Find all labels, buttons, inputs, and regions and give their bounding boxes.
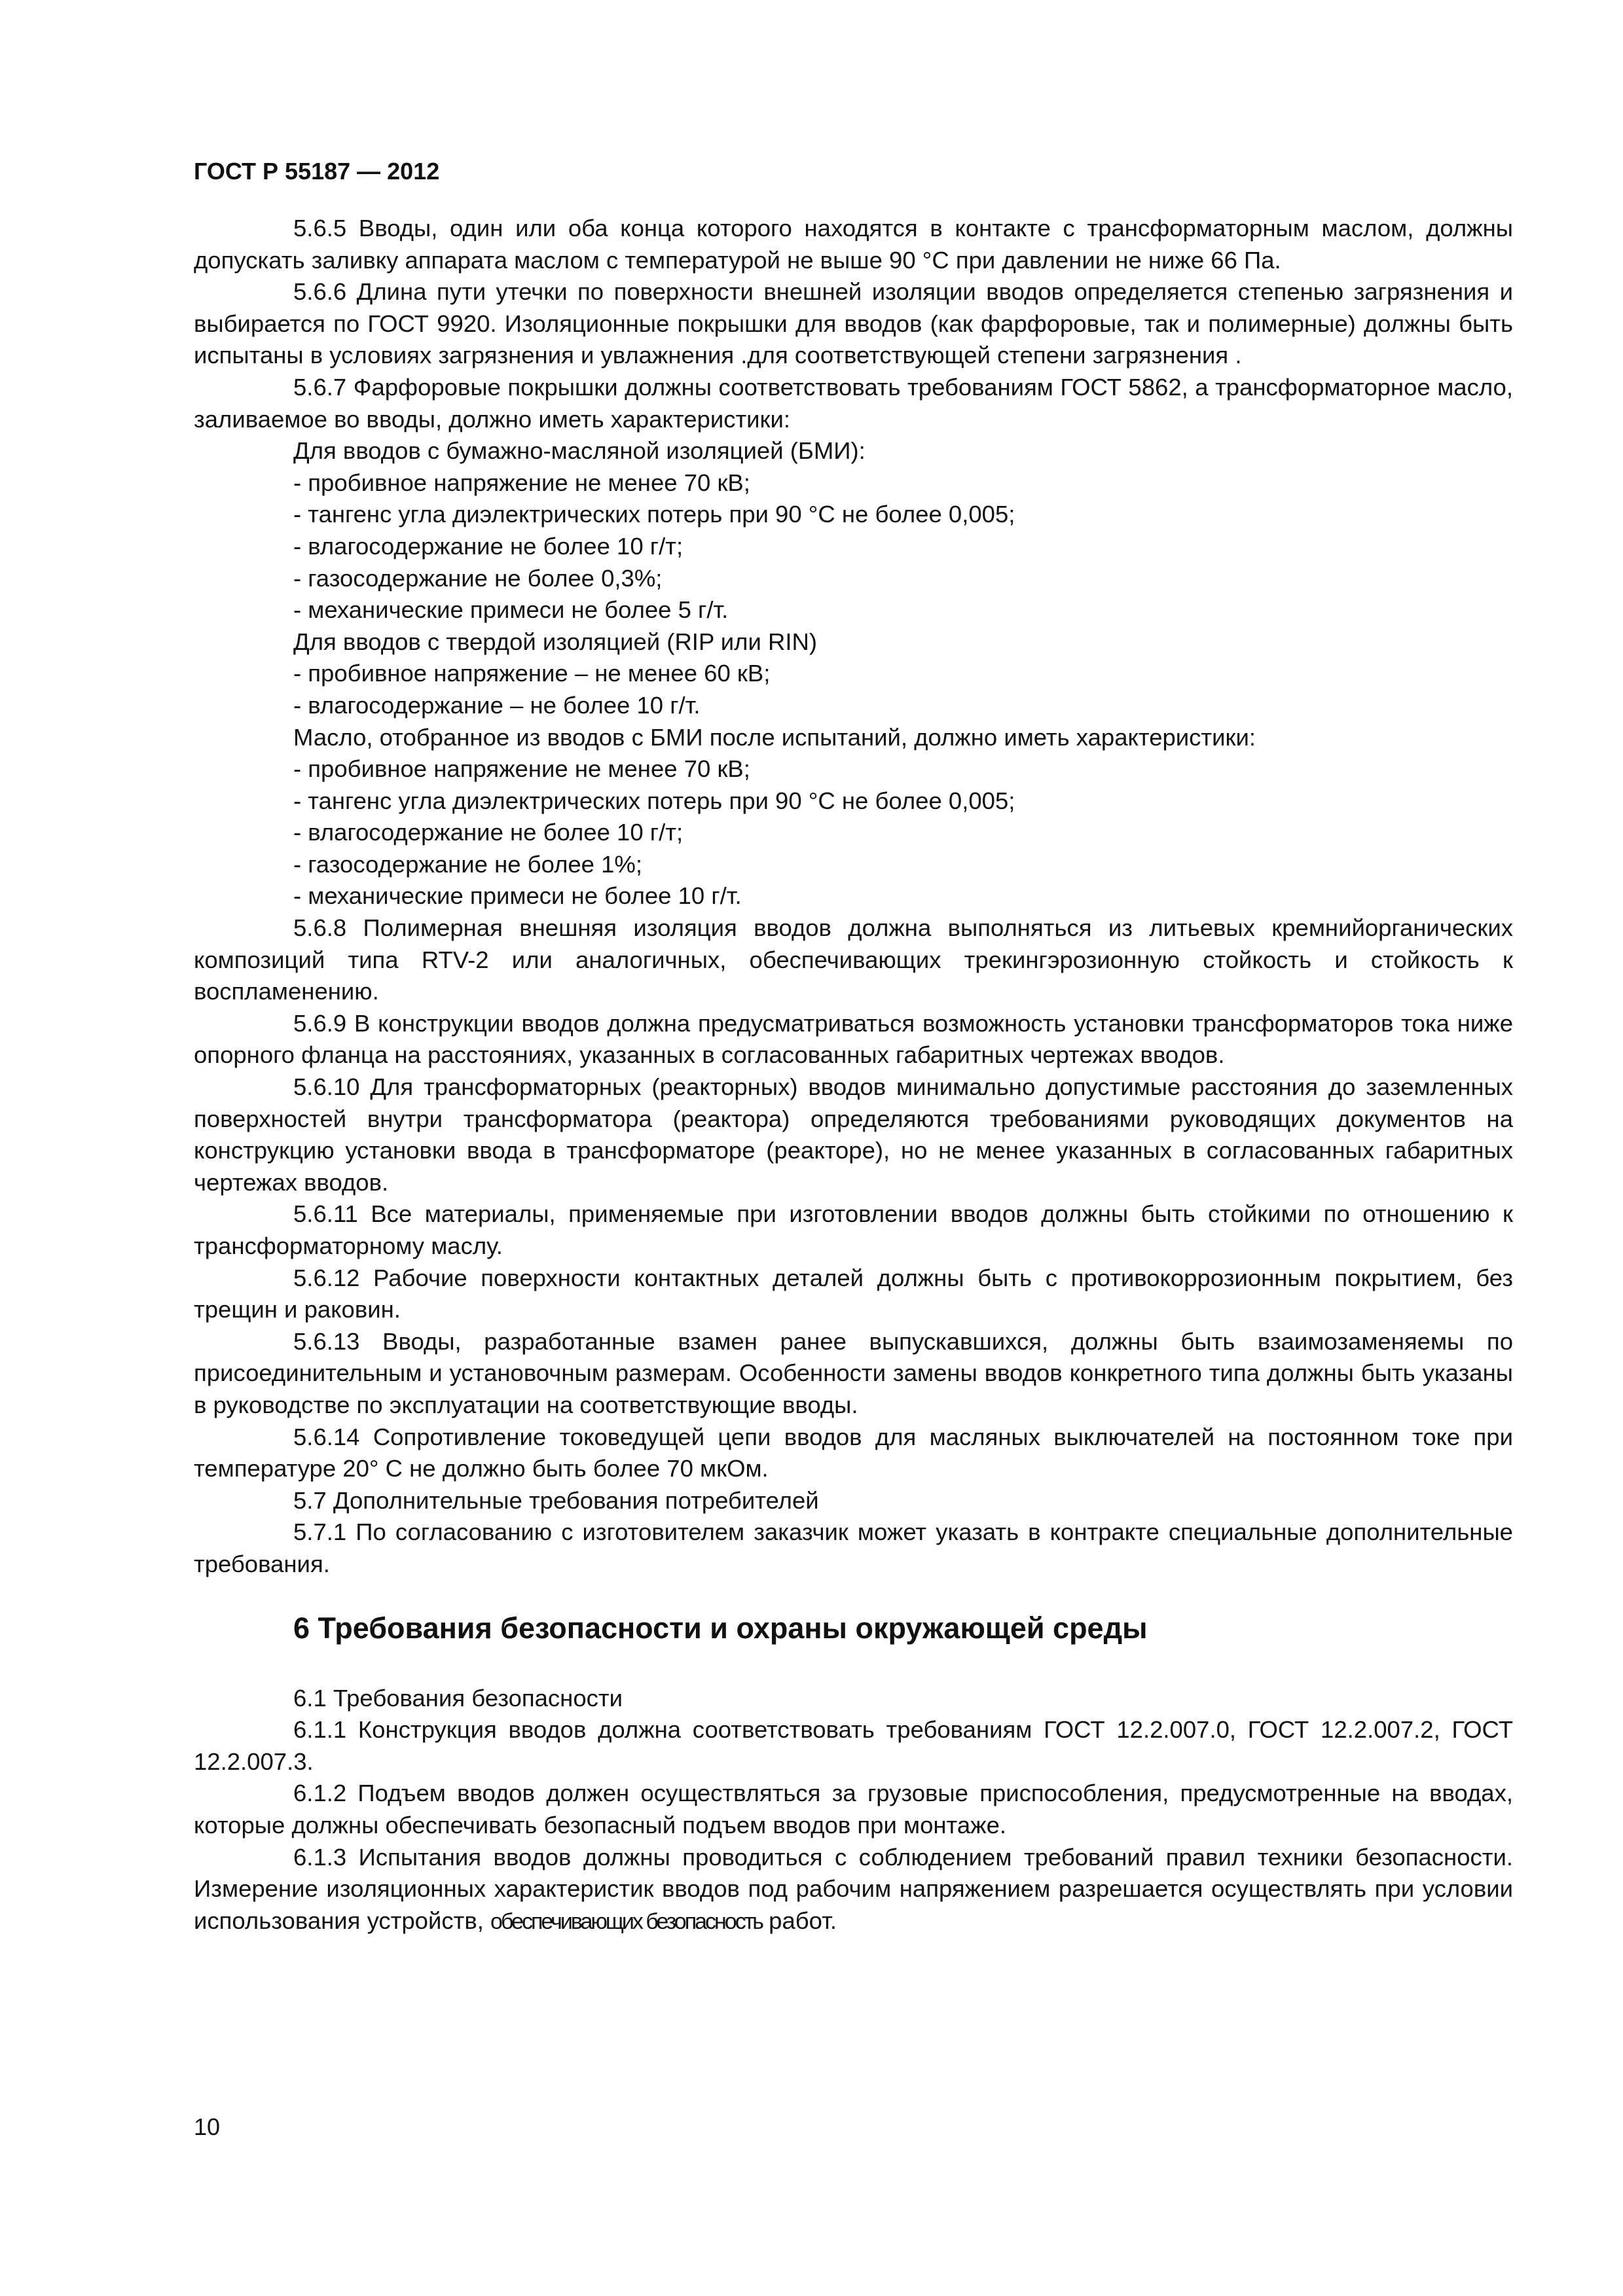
paragraph-6-1-1: 6.1.1 Конструкция вводов должна соответствовать требованиям ГОСТ 12.2.007.0, ГОСТ 12.2.007.2, ГОСТ 12.2.007.3. [194, 1716, 1513, 1775]
paragraph-6-1: 6.1 Требования безопасности [293, 1684, 623, 1712]
list-item: - влагосодержание – не более 10 г/т. [293, 691, 701, 719]
paragraph-6-1-3-condensed: обеспечивающих безопасность [490, 1909, 763, 1934]
list-item: - газосодержание не более 0,3%; [293, 564, 663, 592]
list-item: - тангенс угла диэлектрических потерь при 90 °С не более 0,005; [293, 501, 1015, 528]
list-item: - пробивное напряжение не менее 70 кВ; [293, 755, 750, 783]
paragraph-5-6-12: 5.6.12 Рабочие поверхности контактных деталей должны быть с противокоррозионным покрытием, без трещин и раковин. [194, 1264, 1513, 1323]
section-6-title: 6 Требования безопасности и охраны окружающей среды [293, 1611, 1148, 1645]
bmi-intro: Для вводов с бумажно-масляной изоляцией (БМИ): [293, 437, 866, 465]
list-item: - механические примеси не более 10 г/т. [293, 882, 742, 910]
document-body [194, 213, 1513, 1937]
paragraph-5-6-7: 5.6.7 Фарфоровые покрышки должны соответствовать требованиям ГОСТ 5862, а трансформаторное масло, заливаемое во вводы, должно иметь характеристики: [194, 373, 1513, 433]
paragraph-6-1-3 [194, 1842, 1513, 1938]
paragraph-6-1-3-end: работ. [769, 1907, 837, 1934]
paragraph-5-6-6: 5.6.6 Длина пути утечки по поверхности внешней изоляции вводов определяется степенью загрязнения и выбирается по ГОСТ 9920. Изоляционные покрышки для вводов (как фарфоровые, так и полимерные) должны быть испытаны в условиях загрязнения и увлажнения .для соответствующей степени загрязнения . [194, 278, 1513, 369]
paragraph-5-7: 5.7 Дополнительные требования потребителей [293, 1486, 819, 1514]
paragraph-5-7-1: 5.7.1 По согласованию с изготовителем заказчик может указать в контракте специальные дополнительные требования. [194, 1518, 1513, 1577]
paragraph-5-6-13: 5.6.13 Вводы, разработанные взамен ранее выпускавшихся, должны быть взаимозаменяемы по присоединительным и установочным размерам. Особенности замены вводов конкретного типа должны быть указаны в руководстве по эксплуатации на соответствующие вводы. [194, 1327, 1513, 1418]
paragraph-6-1-2: 6.1.2 Подъем вводов должен осуществляться за грузовые приспособления, предусмотренные на вводах, которые должны обеспечивать безопасный подъем вводов при монтаже. [194, 1780, 1513, 1839]
paragraph-5-6-8: 5.6.8 Полимерная внешняя изоляция вводов должна выполняться из литьевых кремнийорганических композиций типа RTV-2 или аналогичных, обеспечивающих трекингэрозионную стойкость и стойкость к воспламенению. [194, 914, 1513, 1005]
list-item: - влагосодержание не более 10 г/т; [293, 819, 684, 846]
paragraph-5-6-10: 5.6.10 Для трансформаторных (реакторных) вводов минимально допустимые расстояния до заземленных поверхностей внутри трансформатора (реактора) определяются требованиями руководящих документов на конструкцию установки ввода в трансформаторе (реакторе), но не менее указанных в согласованных габаритных чертежах вводов. [194, 1073, 1513, 1196]
page-number: 10 [194, 2113, 221, 2140]
paragraph-5-6-5: 5.6.5 Вводы, один или оба конца которого находятся в контакте с трансформаторным маслом, должны допускать заливку аппарата маслом с температурой не выше 90 °С при давлении не ниже 66 Па. [194, 215, 1513, 274]
list-item: - влагосодержание не более 10 г/т; [293, 532, 684, 560]
paragraph-6-1-3-main: 6.1.3 Испытания вводов должны проводиться с соблюдением требований правил техники безопасности. Измерение изоляционных характеристик вводов под рабочим напряжением разрешается осуществлять при условии использования устройств, [194, 1843, 1513, 1934]
paragraph-5-6-14: 5.6.14 Сопротивление токоведущей цепи вводов для масляных выключателей на постоянном токе при температуре 20° С не должно быть более 70 мкОм. [194, 1423, 1513, 1482]
paragraph-5-6-11: 5.6.11 Все материалы, применяемые при изготовлении вводов должны быть стойкими по отношению к трансформаторному маслу. [194, 1200, 1513, 1259]
document-header: ГОСТ Р 55187 — 2012 [194, 158, 440, 185]
list-item: - тангенс угла диэлектрических потерь при 90 °С не более 0,005; [293, 787, 1015, 814]
oil-intro: Масло, отобранное из вводов с БМИ после испытаний, должно иметь характеристики: [293, 723, 1256, 751]
list-item: - газосодержание не более 1%; [293, 850, 643, 878]
rip-intro: Для вводов с твердой изоляцией (RIP или RIN) [293, 628, 818, 655]
list-item: - пробивное напряжение не менее 70 кВ; [293, 469, 750, 496]
list-item: - механические примеси не более 5 г/т. [293, 596, 729, 624]
list-item: - пробивное напряжение – не менее 60 кВ; [293, 660, 771, 687]
paragraph-5-6-9: 5.6.9 В конструкции вводов должна предусматриваться возможность установки трансформаторов тока ниже опорного фланца на расстояниях, указанных в согласованных габаритных чертежах вводов. [194, 1009, 1513, 1069]
